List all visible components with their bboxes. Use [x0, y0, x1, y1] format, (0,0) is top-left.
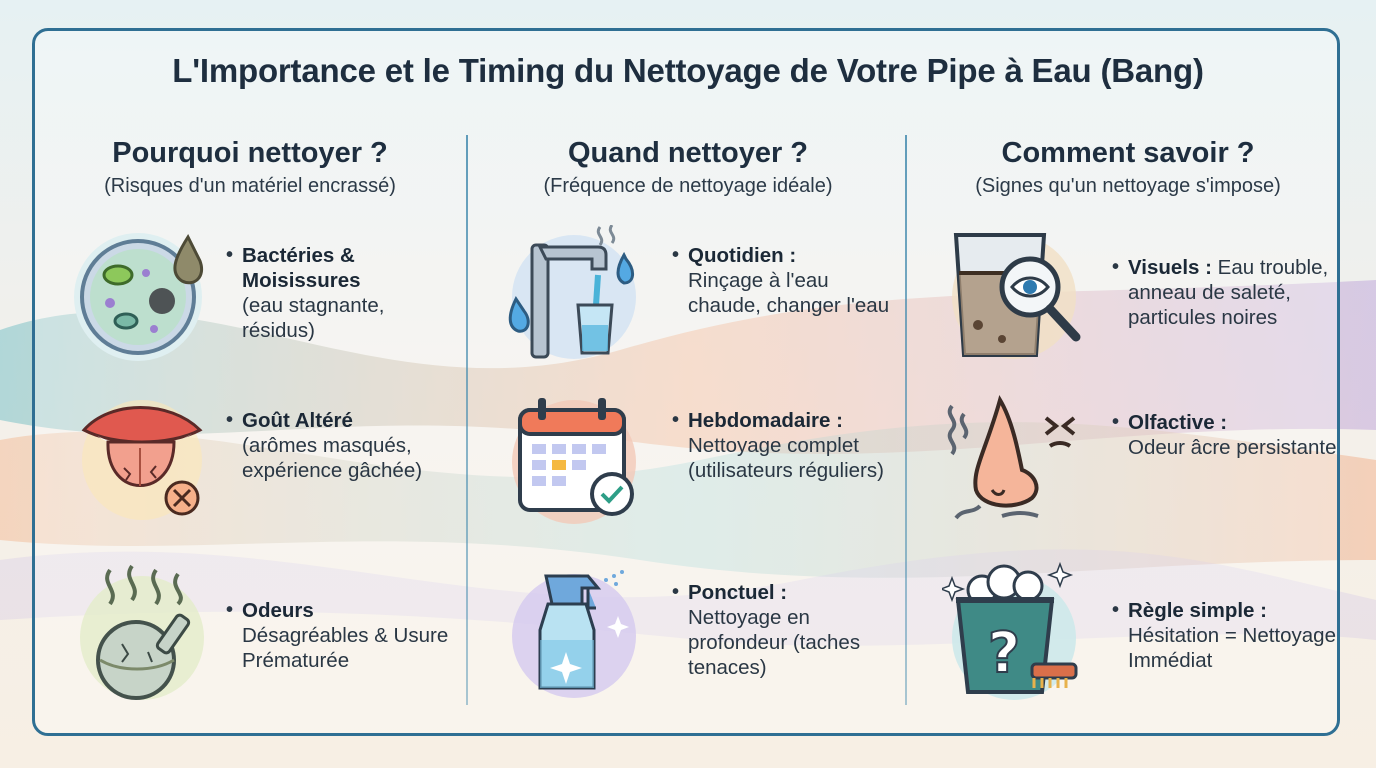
column-subtitle: (Risques d'un matériel encrassé) — [104, 175, 396, 197]
item-description: Nettoyage complet (utilisateurs réguliers) — [688, 434, 884, 482]
item-description: Odeur âcre persistante — [1128, 436, 1337, 459]
item-title: Quotidien : — [688, 244, 797, 267]
item-title: Goût Altéré — [242, 409, 353, 432]
item-title: Bactéries & Moisissures — [242, 244, 361, 292]
item-title: Règle simple : — [1128, 599, 1267, 622]
column-when: Quand nettoyer ? (Fréquence de nettoyage idéale) • Quotidien : Rinçage à l'eau chaude, changer l'eau • Hebdomadaire : Nettoyage complet (utilisateurs réguliers) • Ponctuel : Nettoyage en profondeur (taches tenaces) — [478, 135, 898, 705]
column-heading: Pourquoi nettoyer ? — [112, 137, 388, 169]
faucet-water-icon — [502, 225, 652, 365]
item-description: (eau stagnante, résidus) — [242, 294, 385, 342]
item-description: Rinçage à l'eau chaude, changer l'eau — [688, 269, 890, 317]
spray-bottle-icon — [502, 560, 652, 700]
bacteria-petri-icon — [70, 225, 220, 365]
item-title: Hebdomadaire : — [688, 409, 843, 432]
item-title: Visuels : — [1128, 256, 1212, 279]
column-subtitle: (Signes qu'un nettoyage s'impose) — [975, 175, 1281, 197]
bucket-question-icon — [942, 560, 1092, 700]
column-divider — [905, 135, 907, 705]
item-description: (arômes masqués, expérience gâchée) — [242, 434, 423, 482]
tongue-bad-taste-icon — [70, 390, 220, 530]
item-title: Odeurs — [242, 599, 314, 622]
nose-smell-icon — [942, 390, 1092, 530]
item-title: Ponctuel : — [688, 581, 788, 604]
calendar-check-icon — [502, 390, 652, 530]
column-why: Pourquoi nettoyer ? (Risques d'un matériel encrassé) • Bactéries & Moisissures (eau stagnante, résidus) • Goût Altéré (arômes masqués, expérience gâchée) • Odeurs Désagréables & Usure Prématurée — [40, 135, 460, 705]
page-title: L'Importance et le Timing du Nettoyage de Votre Pipe à Eau (Bang) — [172, 52, 1204, 89]
column-how: Comment savoir ? (Signes qu'un nettoyage s'impose) • Visuels : Eau trouble, anneau de saleté, particules noires • Olfactive : Odeur âcre persistante ? • Règle simple : Hésitation = Nettoyage Immédiat — [918, 135, 1338, 705]
column-heading: Comment savoir ? — [1001, 137, 1255, 169]
svg-text:?: ? — [987, 621, 1021, 686]
item-description: Hésitation = Nettoyage Immédiat — [1128, 624, 1336, 672]
item-description: Eau trouble, anneau de saleté, particules noires — [1128, 256, 1329, 329]
item-title: Olfactive : — [1128, 411, 1228, 434]
column-divider — [466, 135, 468, 705]
column-subtitle: (Fréquence de nettoyage idéale) — [543, 175, 833, 197]
item-description: Désagréables & Usure Prématurée — [242, 624, 449, 672]
column-heading: Quand nettoyer ? — [567, 137, 809, 169]
dirty-bong-odor-icon — [70, 560, 220, 700]
dirty-glass-magnifier-icon — [942, 225, 1092, 365]
item-description: Nettoyage en profondeur (taches tenaces) — [688, 606, 861, 679]
